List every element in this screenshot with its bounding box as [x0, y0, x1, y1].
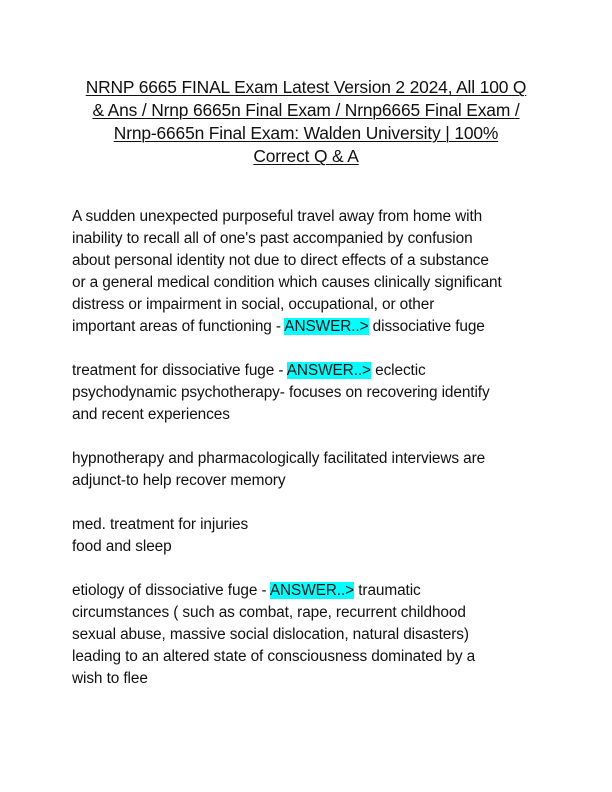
qa-item-etiology	[72, 580, 544, 690]
paragraph-medical-treatment	[72, 514, 544, 558]
answer-text: eclectic	[370, 362, 426, 379]
text-line	[72, 360, 544, 382]
answer-text: traumatic	[354, 582, 421, 599]
text-line: wish to flee	[72, 670, 148, 687]
text-line: and recent experiences	[72, 406, 230, 423]
title-line: Nrnp-6665n Final Exam: Walden University | 100%	[113, 123, 499, 143]
title-line: NRNP 6665 FINAL Exam Latest Version 2 2024, All 100 Q	[85, 77, 527, 97]
title-line: Correct Q & A	[253, 146, 359, 166]
answer-text: dissociative fuge	[368, 318, 485, 335]
qa-item-dissociative-fuge-definition	[72, 206, 544, 338]
text-line: circumstances ( such as combat, rape, recurrent childhood	[72, 604, 466, 621]
paragraph-hypnotherapy	[72, 448, 544, 492]
text-line: adjunct-to help recover memory	[72, 472, 286, 489]
title-line: & Ans / Nrnp 6665n Final Exam / Nrnp6665 Final Exam /	[92, 100, 520, 120]
text-line	[72, 580, 544, 602]
answer-marker: ANSWER..>	[284, 318, 369, 335]
question-text: etiology of dissociative fuge -	[72, 582, 270, 599]
answer-marker: ANSWER..>	[286, 362, 371, 379]
text-line: or a general medical condition which causes clinically significant	[72, 274, 502, 291]
text-line: psychodynamic psychotherapy- focuses on recovering identify	[72, 384, 490, 401]
qa-item-treatment	[72, 360, 544, 426]
text-line: leading to an altered state of consciousness dominated by a	[72, 648, 476, 665]
document-title	[60, 76, 552, 168]
document-body	[72, 206, 544, 712]
text-line: distress or impairment in social, occupational, or other	[72, 296, 435, 313]
answer-marker: ANSWER..>	[269, 582, 355, 599]
text-line: med. treatment for injuries	[72, 516, 249, 533]
text-line: food and sleep	[72, 538, 172, 555]
text-line: about personal identity not due to direct effects of a substance	[72, 252, 489, 269]
question-text: treatment for dissociative fuge -	[72, 362, 287, 379]
question-text: important areas of functioning -	[72, 318, 285, 335]
text-line: sexual abuse, massive social dislocation, natural disasters)	[72, 626, 469, 643]
text-line: hypnotherapy and pharmacologically facilitated interviews are	[72, 450, 486, 467]
text-line: A sudden unexpected purposeful travel away from home with	[72, 208, 483, 225]
text-line: inability to recall all of one's past accompanied by confusion	[72, 230, 473, 247]
text-line	[72, 316, 544, 338]
